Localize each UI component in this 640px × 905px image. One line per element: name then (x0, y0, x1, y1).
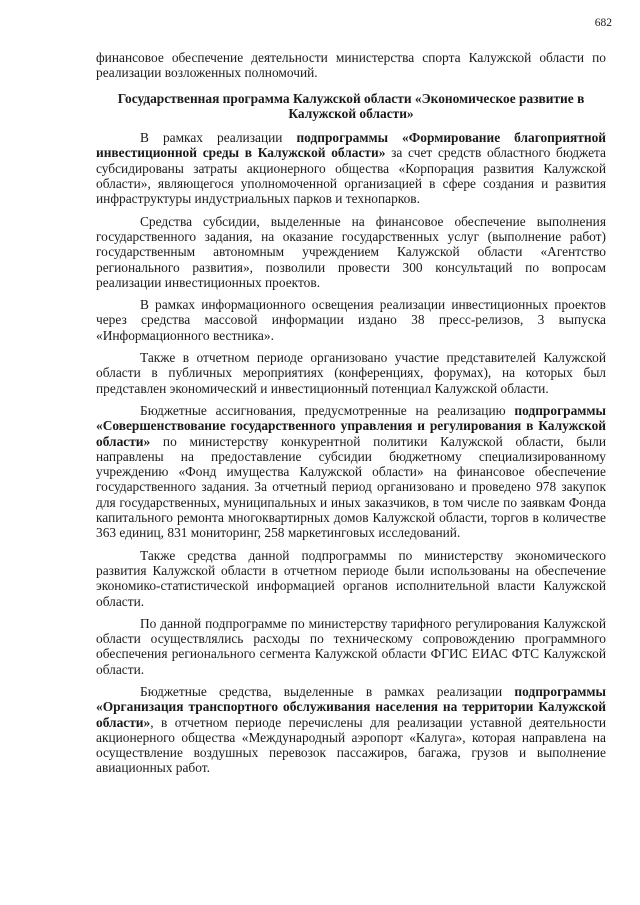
paragraph-text: В рамках реализации (140, 130, 297, 146)
paragraph-tariff: По данной подпрограмме по министерству тарифного регулирования Калужской области осуществлялись расходы по техническому сопровождению программного обеспечения регионального сегмента Калужской области ФГИС ЕИАС ФТС Калужской области. (96, 615, 606, 677)
paragraph-text: по министерству конкурентной политики Калужской области, были направлены на предоставление субсидии бюджетному специализированному учреждению «Фонд имущества Калужской области» на финансовое обеспечение государственного задания. За отчетный период организовано и проведено 978 закупок для государственных, муниципальных и иных заказчиков, в том числе по заявкам Фонда капитального ремонта многоквартирных домов Калужской области, торгов в количестве 363 единиц, 831 мониторинг, 258 маркетинговых исследований. (96, 433, 606, 541)
lead-paragraph: финансовое обеспечение деятельности министерства спорта Калужской области по реализации возложенных полномочий. (96, 50, 606, 81)
section-heading: Государственная программа Калужской области «Экономическое развитие в Калужской области» (117, 90, 585, 121)
paragraph-governance-subprogram (96, 403, 606, 541)
paragraph-statistics: Также средства данной подпрограммы по министерству экономического развития Калужской области в отчетном периоде были использованы на обеспечение экономико-статистической информацией органов исполнительной власти Калужской области. (96, 547, 606, 609)
paragraph-text: , в отчетном периоде перечислены для реализации уставной деятельности акционерного общества «Международный аэропорт «Калуга», которая направлена на осуществление воздушных перевозок пассажиров, багажа, грузов и выполнение авиационных работ. (96, 714, 606, 776)
subprogram-title: подпрограммы «Совершенствование государственного управления и регулирования в Калужской области» (96, 402, 606, 449)
paragraph-text: Бюджетные ассигнования, предусмотренные на реализацию (140, 402, 515, 418)
subprogram-title: подпрограммы «Организация транспортного обслуживания населения на территории Калужской области» (96, 683, 606, 730)
paragraph-investment-subprogram (96, 130, 606, 206)
paragraph-text: за счет средств областного бюджета субсидированы затраты акционерного общества «Корпорация развития Калужской области», являющегося уполномоченной организацией в сфере создания и развития инфраструктуры индустриальных парков и технопарков. (96, 145, 606, 207)
page-number: 682 (594, 17, 612, 29)
subprogram-title: подпрограммы «Формирование благоприятной инвестиционной среды в Калужской области» (96, 130, 606, 161)
paragraph-transport-subprogram (96, 684, 606, 776)
paragraph-subsidy: Средства субсидии, выделенные на финансовое обеспечение выполнения государственного задания, на оказание государственных услуг (выполнение работ) государственным автономным учреждением Калужской области «Агентство регионального развития», позволили провести 300 консультаций по вопросам реализации инвестиционных проектов. (96, 213, 606, 290)
paragraph-events: Также в отчетном периоде организовано участие представителей Калужской области в публичных мероприятиях (конференциях, форумах), на которых был представлен экономический и инвестиционный потенциал Калужской области. (96, 350, 606, 396)
paragraph-text: Бюджетные средства, выделенные в рамках реализации (140, 683, 515, 699)
paragraph-media: В рамках информационного освещения реализации инвестиционных проектов через средства массовой информации издано 38 пресс-релизов, 3 выпуска «Информационного вестника». (96, 297, 606, 343)
document-body (96, 50, 606, 783)
